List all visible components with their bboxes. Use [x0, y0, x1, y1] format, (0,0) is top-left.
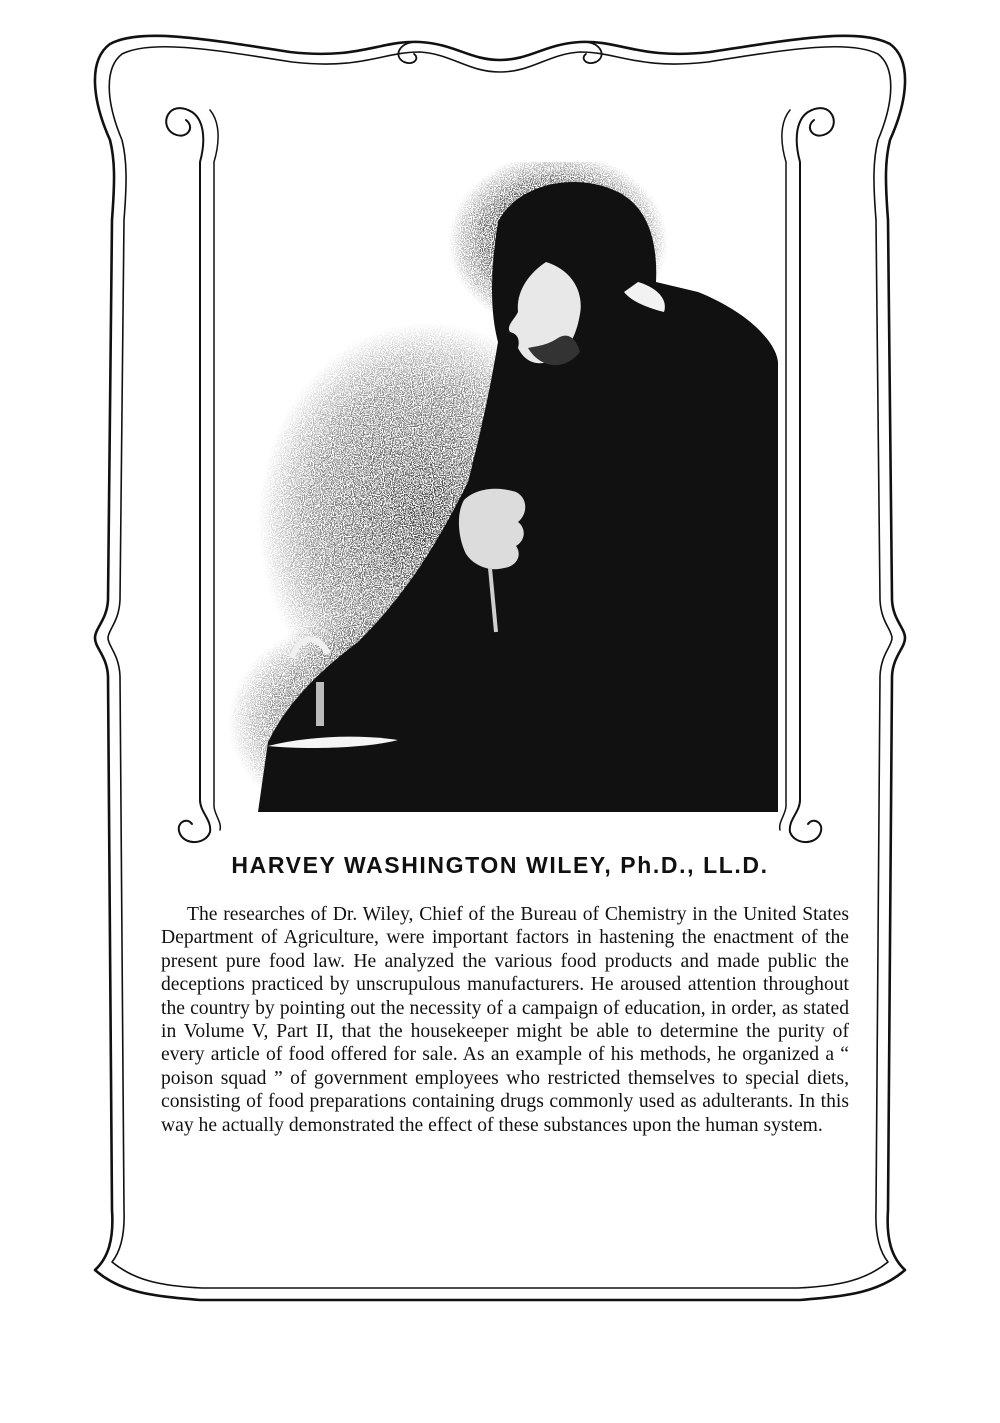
biography-paragraph: The researches of Dr. Wiley, Chief of the Bureau of Chemistry in the United States Department of Agriculture, were important factors in hastening the enactment of the present pure food law. He analyzed the various food products and made public the deceptions practiced by unscrupulous manufacturers. He aroused attention throughout the country by pointing out the necessity of a campaign of education, in order, as stated in Volume V, Part II, that the housekeeper might be able to determine the purity of every article of food offered for sale. As an example of his methods, he organized a “ poison squad ” of government employees who restricted themselves to special diets, consisting of food preparations containing drugs commonly used as adulterants. In this way he actually demonstrated the effect of these substances upon the human system.: [161, 904, 849, 1136]
portrait-photograph: [228, 162, 780, 812]
hand-highlight: [459, 489, 525, 570]
portrait-caption: HARVEY WASHINGTON WILEY, Ph.D., LL.D.: [231, 852, 769, 878]
right-column-ornament: [790, 108, 834, 842]
left-column-ornament: [166, 108, 210, 842]
apparatus-stand: [316, 682, 324, 726]
